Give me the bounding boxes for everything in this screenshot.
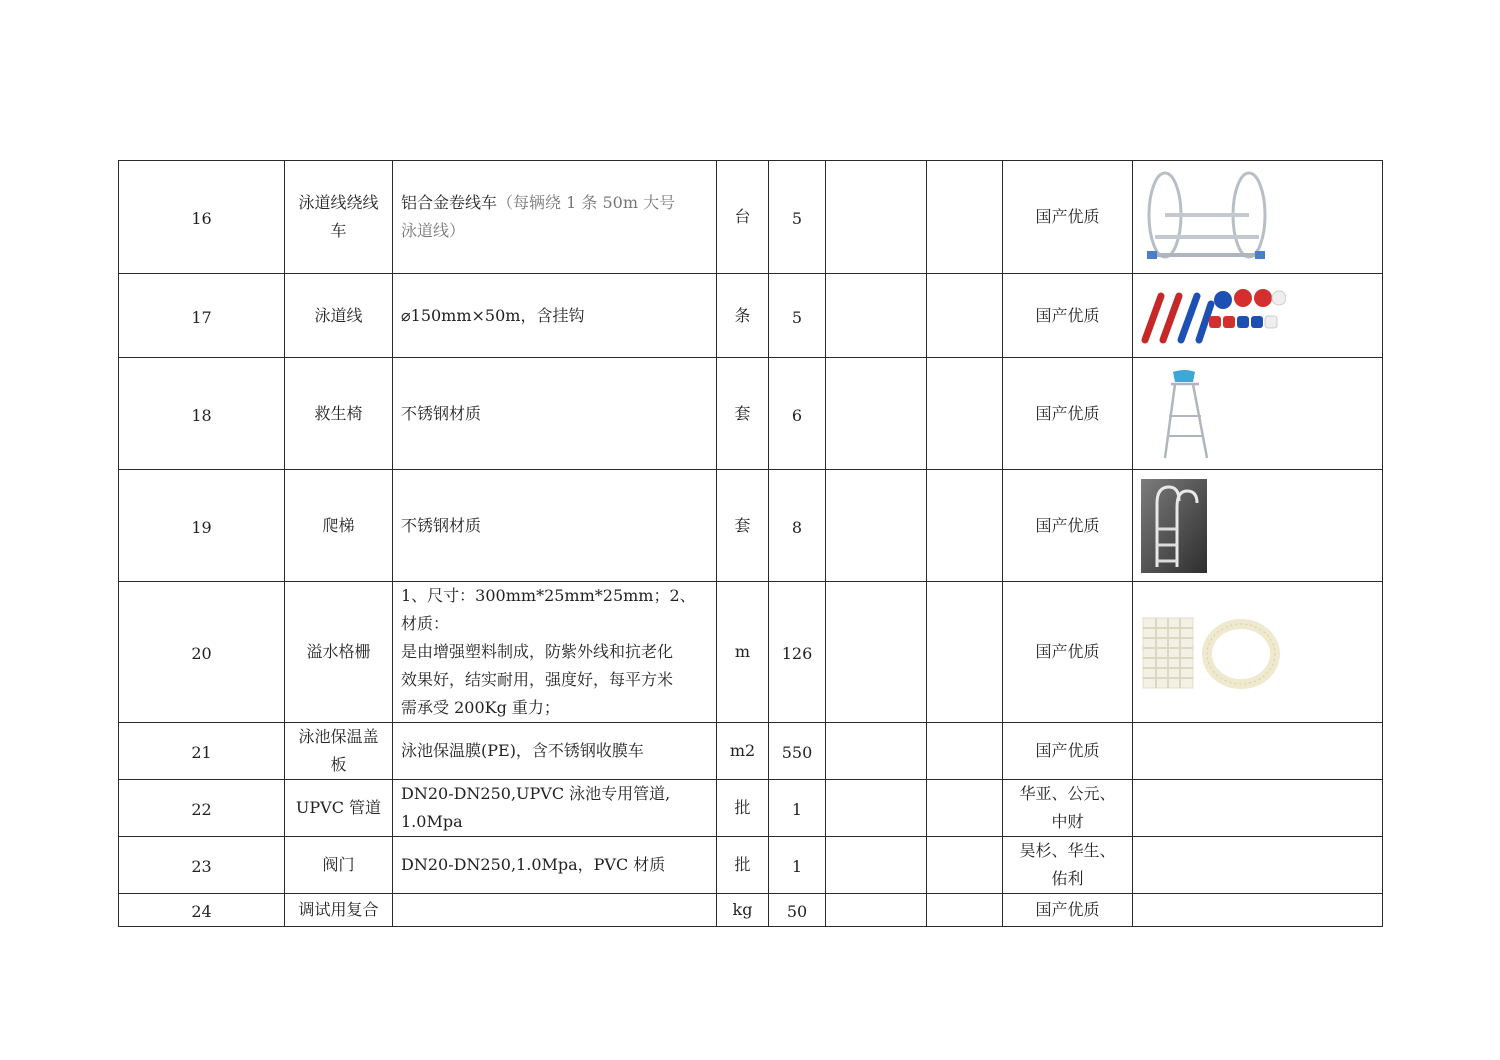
item-brand: 国产优质 (1003, 582, 1133, 723)
empty-cell (927, 582, 1003, 723)
table-row (119, 470, 1383, 582)
item-number: 22 (119, 780, 285, 837)
item-name: 泳道线 (285, 274, 393, 358)
item-unit: kg (717, 894, 769, 927)
empty-cell (927, 894, 1003, 927)
item-quantity: 126 (769, 582, 826, 723)
item-unit: 批 (717, 780, 769, 837)
item-brand: 国产优质 (1003, 894, 1133, 927)
item-name: 阀门 (285, 837, 393, 894)
empty-cell (826, 837, 927, 894)
item-spec: 铝合金卷线车（每辆绕 1 条 50m 大号 泳道线） (393, 161, 717, 274)
item-unit: 套 (717, 470, 769, 582)
empty-cell (1133, 837, 1383, 894)
item-brand: 华亚、公元、 中财 (1003, 780, 1133, 837)
item-unit: 批 (717, 837, 769, 894)
empty-cell (927, 358, 1003, 470)
empty-cell (826, 161, 927, 274)
item-spec: DN20-DN250,UPVC 泳池专用管道, 1.0Mpa (393, 780, 717, 837)
empty-cell (826, 470, 927, 582)
item-number: 20 (119, 582, 285, 723)
item-spec: ⌀150mm×50m，含挂钩 (393, 274, 717, 358)
empty-cell (927, 274, 1003, 358)
table-row (119, 274, 1383, 358)
item-number: 19 (119, 470, 285, 582)
item-quantity: 1 (769, 780, 826, 837)
empty-cell (927, 723, 1003, 780)
empty-cell (826, 274, 927, 358)
item-quantity: 50 (769, 894, 826, 927)
item-number: 24 (119, 894, 285, 927)
item-unit: m2 (717, 723, 769, 780)
pool-ladder-photo (1141, 479, 1374, 573)
empty-cell (826, 894, 927, 927)
empty-cell (927, 780, 1003, 837)
item-spec: 泳池保温膜(PE)，含不锈钢收膜车 (393, 723, 717, 780)
lifeguard-chair-photo (1141, 366, 1374, 461)
item-unit: m (717, 582, 769, 723)
item-unit: 套 (717, 358, 769, 470)
reel-cart-photo (1141, 167, 1374, 267)
item-quantity: 5 (769, 161, 826, 274)
item-brand: 国产优质 (1003, 161, 1133, 274)
empty-cell (927, 161, 1003, 274)
empty-cell (826, 358, 927, 470)
overflow-grating-photo (1141, 614, 1374, 690)
table-row (119, 837, 1383, 894)
table-row (119, 161, 1383, 274)
empty-cell (1133, 723, 1383, 780)
table-row (119, 894, 1383, 927)
equipment-table (118, 160, 1383, 927)
item-unit: 台 (717, 161, 769, 274)
table-row (119, 582, 1383, 723)
table-row (119, 723, 1383, 780)
lane-rope-photo (1141, 286, 1374, 346)
item-quantity: 550 (769, 723, 826, 780)
empty-cell (1133, 780, 1383, 837)
item-name: 调试用复合 (285, 894, 393, 927)
item-spec: 不锈钢材质 (393, 358, 717, 470)
empty-cell (826, 780, 927, 837)
table-row (119, 358, 1383, 470)
item-quantity: 8 (769, 470, 826, 582)
empty-cell (1133, 894, 1383, 927)
item-unit: 条 (717, 274, 769, 358)
item-number: 18 (119, 358, 285, 470)
item-number: 23 (119, 837, 285, 894)
item-quantity: 6 (769, 358, 826, 470)
item-number: 17 (119, 274, 285, 358)
empty-cell (826, 723, 927, 780)
item-image-cell (1133, 274, 1383, 358)
item-name: UPVC 管道 (285, 780, 393, 837)
item-quantity: 1 (769, 837, 826, 894)
item-image-cell (1133, 358, 1383, 470)
item-brand: 国产优质 (1003, 723, 1133, 780)
item-image-cell (1133, 470, 1383, 582)
item-name: 泳池保温盖 板 (285, 723, 393, 780)
item-spec (393, 894, 717, 927)
item-brand: 昊杉、华生、 佑利 (1003, 837, 1133, 894)
item-brand: 国产优质 (1003, 358, 1133, 470)
table-row (119, 780, 1383, 837)
item-name: 救生椅 (285, 358, 393, 470)
item-number: 21 (119, 723, 285, 780)
item-name: 泳道线绕线 车 (285, 161, 393, 274)
empty-cell (826, 582, 927, 723)
item-spec: 1、尺寸：300mm*25mm*25mm；2、材质： 是由增强塑料制成，防紫外线和抗老化 效果好，结实耐用，强度好，每平方米 需承受 200Kg 重力； (393, 582, 717, 723)
item-spec: DN20-DN250,1.0Mpa，PVC 材质 (393, 837, 717, 894)
empty-cell (927, 837, 1003, 894)
empty-cell (927, 470, 1003, 582)
item-name: 溢水格栅 (285, 582, 393, 723)
item-number: 16 (119, 161, 285, 274)
item-brand: 国产优质 (1003, 470, 1133, 582)
item-image-cell (1133, 582, 1383, 723)
item-brand: 国产优质 (1003, 274, 1133, 358)
item-image-cell (1133, 161, 1383, 274)
item-quantity: 5 (769, 274, 826, 358)
item-name: 爬梯 (285, 470, 393, 582)
item-spec: 不锈钢材质 (393, 470, 717, 582)
